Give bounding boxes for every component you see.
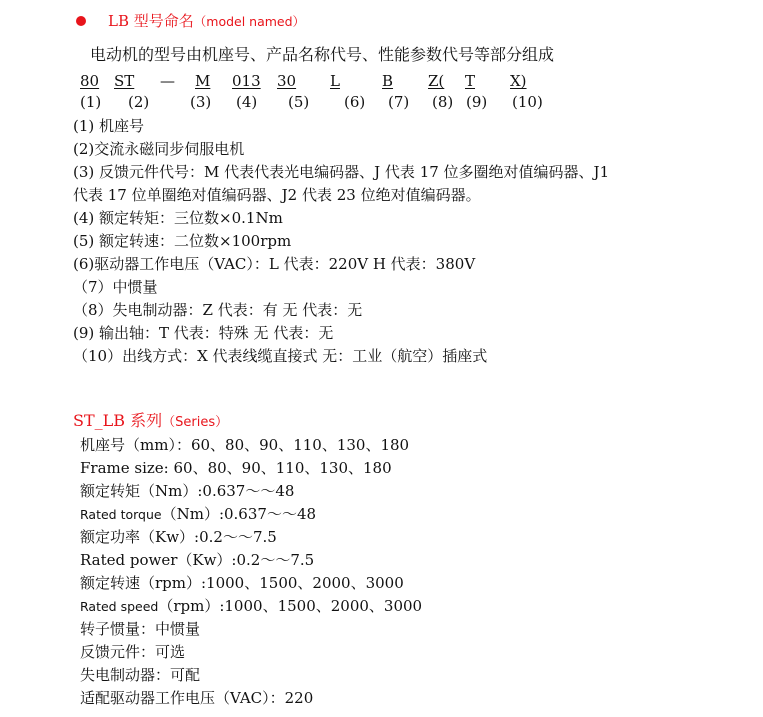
spec-value: :0.637～～48 [197, 482, 295, 500]
spec-line [80, 527, 277, 547]
code-part: — [160, 72, 175, 90]
index-label: (4) [236, 93, 258, 111]
desc-line: (2)交流永磁同步伺服电机 [73, 140, 245, 158]
spec-value: :0.2～～7.5 [194, 528, 277, 546]
code-part: L [330, 72, 340, 90]
spec-label: Rated power [80, 551, 178, 569]
spec-line [80, 435, 409, 455]
section1-title-en: （model named） [193, 14, 306, 29]
code-part: Z( [428, 72, 445, 90]
desc-line: (1) 机座号 [73, 117, 145, 135]
spec-value: ：可选 [140, 643, 186, 661]
code-part: 013 [232, 72, 261, 90]
spec-label: 适配驱动器工作电压（VAC） [80, 689, 270, 707]
spec-value: （Kw）:0.2～～7.5 [177, 551, 315, 569]
spec-value: （Nm）:0.637～～48 [161, 505, 317, 523]
spec-label: 额定转速（rpm） [80, 574, 201, 592]
spec-label: 反馈元件 [80, 643, 141, 661]
spec-value: ：中惯量 [140, 620, 201, 638]
code-part: M [195, 72, 211, 90]
spec-line [80, 688, 313, 708]
desc-line: （10）出线方式：X 代表线缆直接式 无：工业（航空）插座式 [73, 347, 488, 365]
section2-title-cn: ST_LB 系列 [73, 411, 163, 430]
spec-line [80, 504, 316, 525]
code-part: ST [114, 72, 135, 90]
index-label: (9) [466, 93, 488, 111]
code-part: T [465, 72, 476, 90]
spec-label: 机座号（mm） [80, 436, 176, 454]
spec-value: :1000、1500、2000、3000 [201, 574, 404, 592]
code-part: 30 [277, 72, 297, 90]
index-label: (1) [80, 93, 102, 111]
spec-label: 转子惯量 [80, 620, 141, 638]
desc-line: 代表 17 位单圈绝对值编码器、J2 代表 23 位绝对值编码器。 [73, 186, 481, 204]
desc-line: (3) 反馈元件代号：M 代表代表光电编码器、J 代表 17 位多圈绝对值编码器、J1 [73, 163, 610, 181]
code-part: B [382, 72, 394, 90]
index-label: (10) [512, 93, 543, 111]
section2-title-en: （Series） [162, 415, 229, 430]
index-label: (3) [190, 93, 212, 111]
index-label: (7) [388, 93, 410, 111]
desc-line: (5) 额定转速：二位数×100rpm [73, 232, 292, 250]
index-label: (8) [432, 93, 454, 111]
spec-line [80, 550, 314, 570]
section1-heading [108, 11, 305, 32]
spec-line [80, 458, 392, 478]
spec-line [80, 619, 200, 639]
desc-line: (6)驱动器工作电压（VAC）：L 代表：220V H 代表：380V [73, 255, 476, 273]
spec-line [80, 596, 422, 617]
index-label: (6) [344, 93, 366, 111]
spec-label: Rated torque [80, 507, 162, 522]
spec-line [80, 665, 200, 685]
code-part: 80 [80, 72, 100, 90]
spec-label: 额定功率（Kw） [80, 528, 195, 546]
spec-value: ：220 [269, 689, 314, 707]
desc-line: (9) 输出轴：T 代表：特殊 无 代表：无 [73, 324, 334, 342]
spec-label: 失电制动器 [80, 666, 156, 684]
spec-label: Rated speed [80, 599, 159, 614]
spec-label: 额定转矩（Nm） [80, 482, 198, 500]
section2-heading [73, 411, 228, 433]
spec-value: : 60、80、90、110、130、180 [163, 459, 392, 477]
spec-label: Frame size [80, 459, 164, 477]
spec-value: ：60、80、90、110、130、180 [175, 436, 410, 454]
spec-value: ：可配 [155, 666, 201, 684]
code-part: X) [510, 72, 527, 90]
spec-line [80, 642, 185, 662]
section1-title-cn: LB 型号命名 [108, 12, 194, 30]
section1-intro: 电动机的型号由机座号、产品名称代号、性能参数代号等部分组成 [90, 45, 555, 64]
index-label: (2) [128, 93, 150, 111]
desc-line: （7）中惯量 [73, 278, 158, 296]
spec-line [80, 481, 294, 501]
red-bullet-icon [76, 16, 86, 26]
spec-value: （rpm）:1000、1500、2000、3000 [158, 597, 423, 615]
desc-line: (4) 额定转矩：三位数×0.1Nm [73, 209, 283, 227]
spec-line [80, 573, 404, 593]
desc-line: （8）失电制动器：Z 代表：有 无 代表：无 [73, 301, 363, 319]
index-label: (5) [288, 93, 310, 111]
